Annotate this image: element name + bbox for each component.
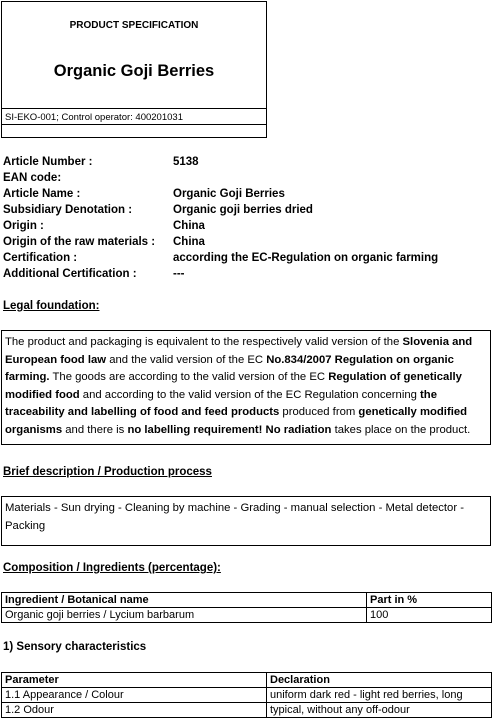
table-cell: 100 — [367, 608, 492, 623]
header-divider — [2, 124, 266, 125]
column-header: Parameter — [2, 673, 267, 688]
legal-text-bold: Regulation of genetically modified food — [5, 371, 462, 401]
info-label: Subsidiary Denotation : — [3, 204, 133, 216]
legal-text-bold: No.834/2007 Regulation on organic farming. — [5, 353, 454, 383]
legal-text-bold: no labelling requirement! No radiation — [127, 423, 332, 436]
legal-text-segment: The goods are according to the valid version of the EC — [49, 371, 329, 383]
legal-text-segment: and there is — [62, 423, 128, 436]
info-label: Origin of the raw materials : — [3, 236, 156, 248]
header-box — [1, 1, 267, 138]
sensory-heading: 1) Sensory characteristics — [3, 641, 147, 653]
table-row — [2, 608, 492, 623]
info-value: Organic goji berries dried — [173, 204, 313, 216]
info-value: Organic Goji Berries — [173, 188, 285, 200]
info-row-raw-material-origin — [3, 236, 483, 251]
brief-description-heading: Brief description / Production process — [3, 466, 212, 478]
info-row-article-name — [3, 188, 483, 203]
info-row-article-number — [3, 156, 483, 171]
legal-text-segment: produced from — [279, 406, 359, 418]
info-value: --- — [173, 268, 185, 280]
info-label: Additional Certification : — [3, 268, 137, 280]
sensory-table — [1, 672, 492, 718]
legal-text-bold: the traceability and labelling of food and feed products — [5, 388, 437, 418]
table-cell: Organic goji berries / Lycium barbarum — [2, 608, 367, 623]
info-row-origin — [3, 220, 483, 235]
table-cell: typical, without any off-odour — [267, 703, 492, 718]
legal-text-segment: The product and packaging is equivalent to the respectively valid version of the — [5, 336, 403, 348]
header-divider — [2, 108, 266, 109]
info-value: according the EC-Regulation on organic farming — [173, 252, 439, 264]
table-cell: uniform dark red - light red berries, long — [267, 688, 492, 703]
info-value: 5138 — [173, 156, 199, 168]
info-label: Certification : — [3, 252, 78, 264]
document-title: Organic Goji Berries — [53, 62, 215, 80]
legal-text-segment: and according to the valid version of the EC Regulation concerning — [79, 388, 421, 401]
legal-text-segment: and the valid version of the EC — [106, 353, 267, 366]
info-row-certification — [3, 252, 483, 267]
table-row — [2, 703, 492, 718]
legal-foundation-text — [1, 330, 491, 445]
column-header: Declaration — [267, 673, 492, 688]
table-header-row — [2, 593, 492, 608]
table-cell: 1.1 Appearance / Colour — [2, 688, 267, 703]
table-cell: 1.2 Odour — [2, 703, 267, 718]
info-value: China — [173, 220, 205, 232]
composition-table — [1, 592, 492, 623]
table-row — [2, 688, 492, 703]
column-header: Ingredient / Botanical name — [2, 593, 367, 608]
production-process-text: Materials - Sun drying - Cleaning by machine - Grading - manual selection - Metal detector - Packing — [1, 496, 491, 546]
info-label: Origin : — [3, 220, 44, 232]
info-label: Article Name : — [3, 188, 81, 200]
info-row-additional-certification — [3, 268, 483, 283]
table-header-row — [2, 673, 492, 688]
info-value: China — [173, 236, 205, 248]
info-label: Article Number : — [3, 156, 93, 168]
legal-text-segment: takes place on the product. — [331, 423, 471, 436]
legal-text-bold: Slovenia and European food law — [5, 336, 473, 366]
control-operator-line: SI-EKO-001; Control operator: 400201031 — [5, 112, 183, 123]
column-header: Part in % — [367, 593, 492, 608]
info-label: EAN code: — [3, 172, 62, 184]
composition-heading: Composition / Ingredients (percentage): — [3, 562, 221, 574]
document-type-label: PRODUCT SPECIFICATION — [69, 20, 199, 31]
legal-text-bold: genetically modified organisms — [5, 406, 468, 436]
info-row-subsidiary-denotation — [3, 204, 483, 219]
legal-foundation-heading: Legal foundation: — [3, 300, 100, 312]
info-row-ean-code — [3, 172, 483, 187]
